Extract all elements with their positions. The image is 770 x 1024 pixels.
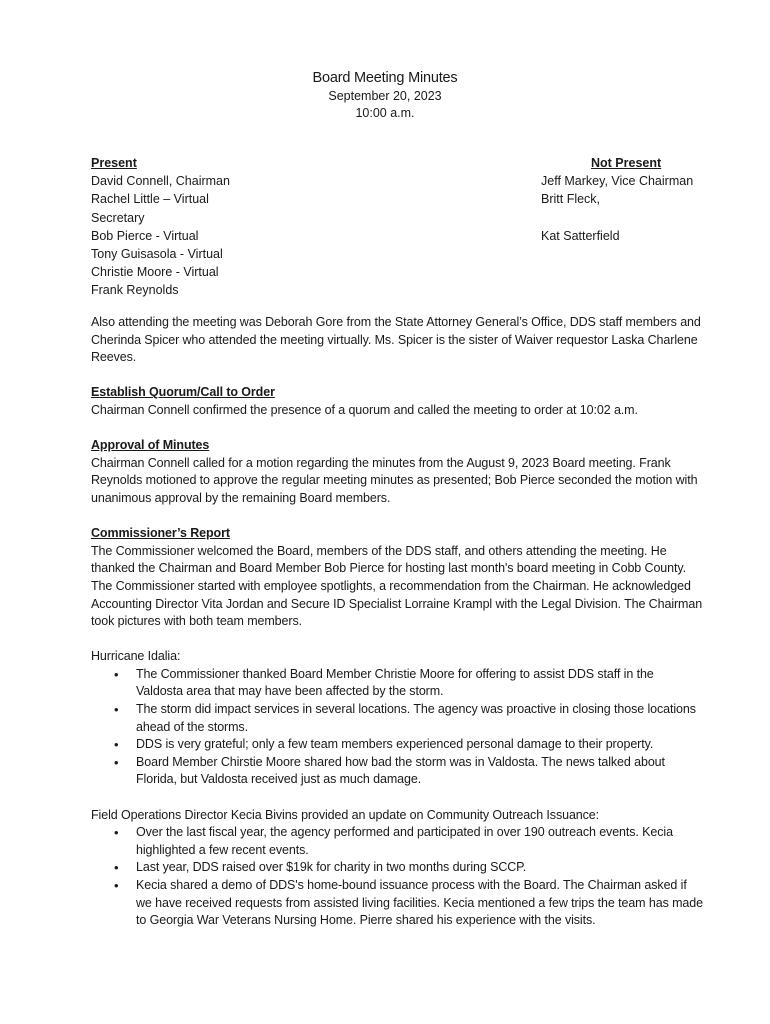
not-present-column xyxy=(541,154,711,245)
absent-member: Britt Fleck, xyxy=(541,192,601,207)
list-item: • Last year, DDS raised over $19k for charity in two months during SCCP. xyxy=(91,859,703,877)
list-item: • The storm did impact services in several locations. The agency was proactive in closing those locations ahead of the storms. xyxy=(91,701,703,736)
document-header xyxy=(0,68,770,122)
present-column xyxy=(91,154,261,300)
intro-paragraph: Also attending the meeting was Deborah Gore from the State Attorney General’s Office, DDS staff members and Cherinda Spicer who attended the meeting virtually. Ms. Spicer is the sister of Waiver requestor Laska Charlene Reeves. xyxy=(91,315,701,365)
list-item: • Kecia shared a demo of DDS's home-bound issuance process with the Board. The Chairman asked if we have received requests from assisted living facilities. Kecia mentioned a few trips the team has made to Georgia War Veterans Nursing Home. Pierre shared his experience with the visits. xyxy=(91,877,703,930)
absent-member: Kat Satterfield xyxy=(541,228,620,243)
list-item: • The Commissioner thanked Board Member Christie Moore for offering to assist DDS staff in the Valdosta area that may have been affected by the storm. xyxy=(91,666,703,701)
present-member: Frank Reynolds xyxy=(91,283,179,298)
list-item: • DDS is very grateful; only a few team members experienced personal damage to their property. xyxy=(91,736,703,754)
commissioner-report-heading: Commissioner’s Report xyxy=(91,526,230,541)
attendance-section xyxy=(91,154,711,304)
meeting-date: September 20, 2023 xyxy=(328,89,442,103)
hurricane-list xyxy=(91,666,703,789)
approval-text: Chairman Connell called for a motion regarding the minutes from the August 9, 2023 Board meeting. Frank Reynolds motioned to approve the regular meeting minutes as presented; Bob Pierce seconded the motion with unanimous approval by the remaining Board members. xyxy=(91,455,698,505)
document-title: Board Meeting Minutes xyxy=(312,70,458,86)
meeting-time: 10:00 a.m. xyxy=(355,106,415,120)
hurricane-intro: Hurricane Idalia: xyxy=(91,649,181,664)
present-member: Tony Guisasola - Virtual xyxy=(91,247,223,262)
quorum-text: Chairman Connell confirmed the presence of a quorum and called the meeting to order at 10:02 a.m. xyxy=(91,402,638,417)
field-ops-intro: Field Operations Director Kecia Bivins provided an update on Community Outreach Issuance: xyxy=(91,807,600,822)
present-member: Secretary xyxy=(91,210,145,225)
commissioner-report-section xyxy=(91,525,703,631)
quorum-heading: Establish Quorum/Call to Order xyxy=(91,385,275,400)
commissioner-report-text: The Commissioner welcomed the Board, members of the DDS staff, and others attending the meeting. He thanked the Chairman and Board Member Bob Pierce for hosting last month's board meeting in Cobb County. The Commissioner started with employee spotlights, a recommendation from the Chairman. He acknowledged Accounting Director Vita Jordan and Secure ID Specialist Lorraine Krampl with the Legal Division. The Chairman took pictures with both team members. xyxy=(91,543,703,629)
minutes-body xyxy=(91,314,703,947)
present-heading: Present xyxy=(91,156,137,170)
absent-member: Jeff Markey, Vice Chairman xyxy=(541,174,694,189)
approval-heading: Approval of Minutes xyxy=(91,438,210,453)
blank-line xyxy=(541,209,711,227)
quorum-section xyxy=(91,384,703,419)
field-ops-list xyxy=(91,824,703,930)
list-item: • Over the last fiscal year, the agency performed and participated in over 190 outreach events. Kecia highlighted a few recent events. xyxy=(91,824,703,859)
present-member: Christie Moore - Virtual xyxy=(91,265,219,280)
list-item: • Board Member Chirstie Moore shared how bad the storm was in Valdosta. The news talked about Florida, but Valdosta received just as much damage. xyxy=(91,754,703,789)
present-member: David Connell, Chairman xyxy=(91,174,230,189)
not-present-heading: Not Present xyxy=(591,156,662,170)
present-member: Bob Pierce - Virtual xyxy=(91,228,199,243)
present-member: Rachel Little – Virtual xyxy=(91,192,209,207)
approval-section xyxy=(91,437,703,507)
